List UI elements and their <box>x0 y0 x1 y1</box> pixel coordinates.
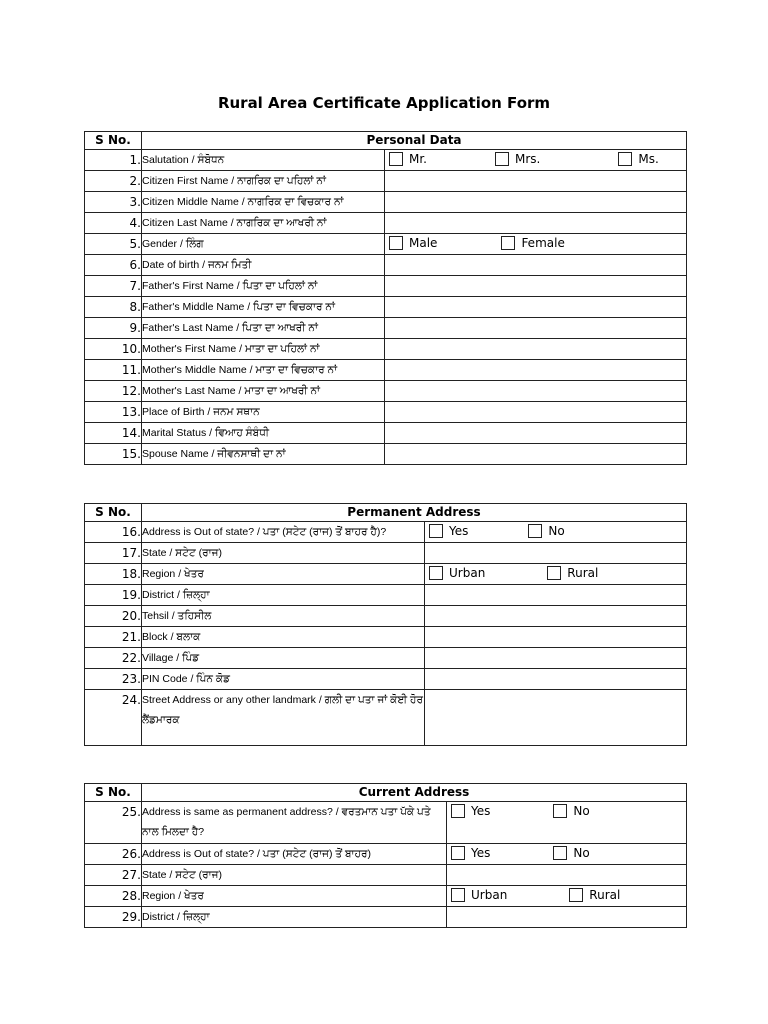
checkbox-mr[interactable] <box>389 152 403 166</box>
input-field[interactable] <box>385 423 687 444</box>
field-label: District / ਜ਼ਿਲ੍ਹਾ <box>142 585 425 606</box>
input-field[interactable] <box>425 543 687 564</box>
input-field[interactable] <box>385 381 687 402</box>
checkbox-rural[interactable] <box>569 888 583 902</box>
table-row <box>85 444 687 465</box>
section-header-permanent-address: Permanent Address <box>142 504 687 522</box>
checkbox-no[interactable] <box>528 524 542 538</box>
serial-number: 7. <box>85 276 142 297</box>
serial-number: 29. <box>85 907 142 928</box>
option-yes[interactable] <box>451 846 490 860</box>
serial-number: 18. <box>85 564 142 585</box>
field-label: Block / ਬਲਾਕ <box>142 627 425 648</box>
option-label: Ms. <box>638 151 659 166</box>
checkbox-rural[interactable] <box>547 566 561 580</box>
sno-header: S No. <box>85 784 142 802</box>
checkbox-male[interactable] <box>389 236 403 250</box>
serial-number: 19. <box>85 585 142 606</box>
checkbox-yes[interactable] <box>451 804 465 818</box>
field-label: Village / ਪਿੰਡ <box>142 648 425 669</box>
field-label: Date of birth / ਜਨਮ ਮਿਤੀ <box>142 255 385 276</box>
input-field[interactable] <box>447 907 687 928</box>
option-yes[interactable] <box>451 804 490 818</box>
input-field[interactable] <box>385 444 687 465</box>
option-label: Mr. <box>409 151 427 166</box>
input-field[interactable] <box>425 606 687 627</box>
table-row <box>85 192 687 213</box>
field-label: State / ਸਟੇਟ (ਰਾਜ) <box>142 543 425 564</box>
option-ms[interactable] <box>618 152 658 166</box>
serial-number: 3. <box>85 192 142 213</box>
table-row <box>85 648 687 669</box>
table-row <box>85 381 687 402</box>
field-label: Region / ਖੇਤਰ <box>142 886 447 907</box>
sno-header: S No. <box>85 504 142 522</box>
serial-number: 27. <box>85 865 142 886</box>
field-label: Salutation / ਸੰਬੋਧਨ <box>142 150 385 171</box>
input-field[interactable] <box>425 585 687 606</box>
option-label: Mrs. <box>515 151 541 166</box>
option-no[interactable] <box>553 846 589 860</box>
serial-number: 10. <box>85 339 142 360</box>
checkbox-no[interactable] <box>553 846 567 860</box>
table-row <box>85 886 687 907</box>
option-urban[interactable] <box>429 566 485 580</box>
table-row <box>85 543 687 564</box>
serial-number: 16. <box>85 522 142 543</box>
input-field[interactable] <box>385 255 687 276</box>
input-field[interactable] <box>385 318 687 339</box>
input-field[interactable] <box>385 171 687 192</box>
serial-number: 8. <box>85 297 142 318</box>
option-group <box>425 522 687 543</box>
option-label: Rural <box>567 565 599 580</box>
section-header-current-address: Current Address <box>142 784 687 802</box>
serial-number: 4. <box>85 213 142 234</box>
serial-number: 17. <box>85 543 142 564</box>
field-label: Place of Birth / ਜਨਮ ਸਥਾਨ <box>142 402 385 423</box>
option-rural[interactable] <box>569 888 620 902</box>
option-group <box>425 564 687 585</box>
serial-number: 20. <box>85 606 142 627</box>
table-row <box>85 234 687 255</box>
table-row <box>85 402 687 423</box>
input-field[interactable] <box>385 360 687 381</box>
option-group <box>385 234 687 255</box>
field-label: Gender / ਲਿੰਗ <box>142 234 385 255</box>
option-no[interactable] <box>528 524 564 538</box>
checkbox-yes[interactable] <box>451 846 465 860</box>
serial-number: 2. <box>85 171 142 192</box>
field-label: Address is Out of state? / ਪਤਾ (ਸਟੇਟ (ਰਾਜ) ਤੋਂ ਬਾਹਰ) <box>142 844 447 865</box>
option-urban[interactable] <box>451 888 507 902</box>
serial-number: 12. <box>85 381 142 402</box>
table-row <box>85 907 687 928</box>
field-label: Region / ਖੇਤਰ <box>142 564 425 585</box>
input-field[interactable] <box>425 648 687 669</box>
option-label: No <box>573 804 590 818</box>
input-field[interactable] <box>425 669 687 690</box>
input-field[interactable] <box>385 213 687 234</box>
serial-number: 22. <box>85 648 142 669</box>
field-label: Mother's Middle Name / ਮਾਤਾ ਦਾ ਵਿਚਕਾਰ ਨਾਂ <box>142 360 385 381</box>
field-label: State / ਸਟੇਟ (ਰਾਜ) <box>142 865 447 886</box>
field-label: Tehsil / ਤਹਿਸੀਲ <box>142 606 425 627</box>
checkbox-mrs[interactable] <box>495 152 509 166</box>
table-row <box>85 627 687 648</box>
serial-number: 5. <box>85 234 142 255</box>
checkbox-yes[interactable] <box>429 524 443 538</box>
field-label: Address is same as permanent address? / ਵਰਤਮਾਨ ਪਤਾ ਪੱਕੇ ਪਤੇ ਨਾਲ ਮਿਲਦਾ ਹੈ? <box>142 802 447 844</box>
table-row <box>85 585 687 606</box>
checkbox-urban[interactable] <box>429 566 443 580</box>
field-label: Street Address or any other landmark / ਗਲੀ ਦਾ ਪਤਾ ਜਾਂ ਕੋਈ ਹੋਰ ਲੈਂਡਮਾਰਕ <box>142 690 425 746</box>
option-label: Yes <box>471 845 491 860</box>
option-group <box>447 886 687 907</box>
serial-number: 1. <box>85 150 142 171</box>
personal-data-table <box>84 131 687 465</box>
current-address-table <box>84 783 687 928</box>
serial-number: 14. <box>85 423 142 444</box>
serial-number: 25. <box>85 802 142 844</box>
checkbox-female[interactable] <box>501 236 515 250</box>
table-row <box>85 522 687 543</box>
table-row <box>85 297 687 318</box>
option-label: Yes <box>449 523 469 538</box>
input-field[interactable] <box>425 627 687 648</box>
option-mrs[interactable] <box>495 152 540 166</box>
table-row <box>85 150 687 171</box>
option-label: Urban <box>449 565 486 580</box>
option-group <box>385 150 687 171</box>
option-label: No <box>548 523 565 538</box>
field-label: Address is Out of state? / ਪਤਾ (ਸਟੇਟ (ਰਾਜ) ਤੋਂ ਬਾਹਰ ਹੈ)? <box>142 522 425 543</box>
table-row <box>85 690 687 746</box>
table-row <box>85 171 687 192</box>
table-row <box>85 318 687 339</box>
table-row <box>85 844 687 865</box>
field-label: Mother's Last Name / ਮਾਤਾ ਦਾ ਆਖਰੀ ਨਾਂ <box>142 381 385 402</box>
serial-number: 6. <box>85 255 142 276</box>
option-no[interactable] <box>553 804 589 818</box>
table-row <box>85 606 687 627</box>
option-male[interactable] <box>389 236 437 250</box>
field-label: Citizen First Name / ਨਾਗਰਿਕ ਦਾ ਪਹਿਲਾਂ ਨਾਂ <box>142 171 385 192</box>
option-label: Male <box>409 235 438 250</box>
serial-number: 21. <box>85 627 142 648</box>
field-label: Father's Last Name / ਪਿਤਾ ਦਾ ਆਖਰੀ ਨਾਂ <box>142 318 385 339</box>
serial-number: 26. <box>85 844 142 865</box>
option-group <box>447 802 687 844</box>
option-label: Rural <box>589 887 621 902</box>
input-field[interactable] <box>447 865 687 886</box>
serial-number: 23. <box>85 669 142 690</box>
checkbox-ms[interactable] <box>618 152 632 166</box>
table-row <box>85 339 687 360</box>
option-label: No <box>573 845 590 860</box>
table-row <box>85 360 687 381</box>
input-field[interactable] <box>385 402 687 423</box>
field-label: Citizen Last Name / ਨਾਗਰਿਕ ਦਾ ਆਖਰੀ ਨਾਂ <box>142 213 385 234</box>
checkbox-urban[interactable] <box>451 888 465 902</box>
checkbox-no[interactable] <box>553 804 567 818</box>
table-row <box>85 276 687 297</box>
serial-number: 11. <box>85 360 142 381</box>
option-label: Female <box>521 235 565 250</box>
option-female[interactable] <box>501 236 564 250</box>
field-label: PIN Code / ਪਿੰਨ ਕੋਡ <box>142 669 425 690</box>
input-field[interactable] <box>385 192 687 213</box>
table-row <box>85 255 687 276</box>
input-field[interactable] <box>425 690 687 746</box>
table-row <box>85 669 687 690</box>
field-label: Spouse Name / ਜੀਵਨਸਾਥੀ ਦਾ ਨਾਂ <box>142 444 385 465</box>
field-label: Father's Middle Name / ਪਿਤਾ ਦਾ ਵਿਚਕਾਰ ਨਾਂ <box>142 297 385 318</box>
field-label: Marital Status / ਵਿਆਹ ਸੰਬੰਧੀ <box>142 423 385 444</box>
option-yes[interactable] <box>429 524 468 538</box>
table-row <box>85 802 687 844</box>
input-field[interactable] <box>385 276 687 297</box>
table-row <box>85 213 687 234</box>
table-row <box>85 564 687 585</box>
serial-number: 9. <box>85 318 142 339</box>
section-header-personal-data: Personal Data <box>142 132 687 150</box>
serial-number: 15. <box>85 444 142 465</box>
input-field[interactable] <box>385 339 687 360</box>
option-rural[interactable] <box>547 566 598 580</box>
input-field[interactable] <box>385 297 687 318</box>
sno-header: S No. <box>85 132 142 150</box>
serial-number: 28. <box>85 886 142 907</box>
field-label: District / ਜ਼ਿਲ੍ਹਾ <box>142 907 447 928</box>
option-label: Yes <box>471 804 491 818</box>
option-group <box>447 844 687 865</box>
table-row <box>85 423 687 444</box>
option-label: Urban <box>471 887 508 902</box>
permanent-address-table <box>84 503 687 746</box>
table-row <box>85 865 687 886</box>
field-label: Mother's First Name / ਮਾਤਾ ਦਾ ਪਹਿਲਾਂ ਨਾਂ <box>142 339 385 360</box>
serial-number: 13. <box>85 402 142 423</box>
option-mr[interactable] <box>389 152 427 166</box>
field-label: Citizen Middle Name / ਨਾਗਰਿਕ ਦਾ ਵਿਚਕਾਰ ਨਾਂ <box>142 192 385 213</box>
serial-number: 24. <box>85 690 142 746</box>
field-label: Father's First Name / ਪਿਤਾ ਦਾ ਪਹਿਲਾਂ ਨਾਂ <box>142 276 385 297</box>
form-title: Rural Area Certificate Application Form <box>217 94 551 112</box>
